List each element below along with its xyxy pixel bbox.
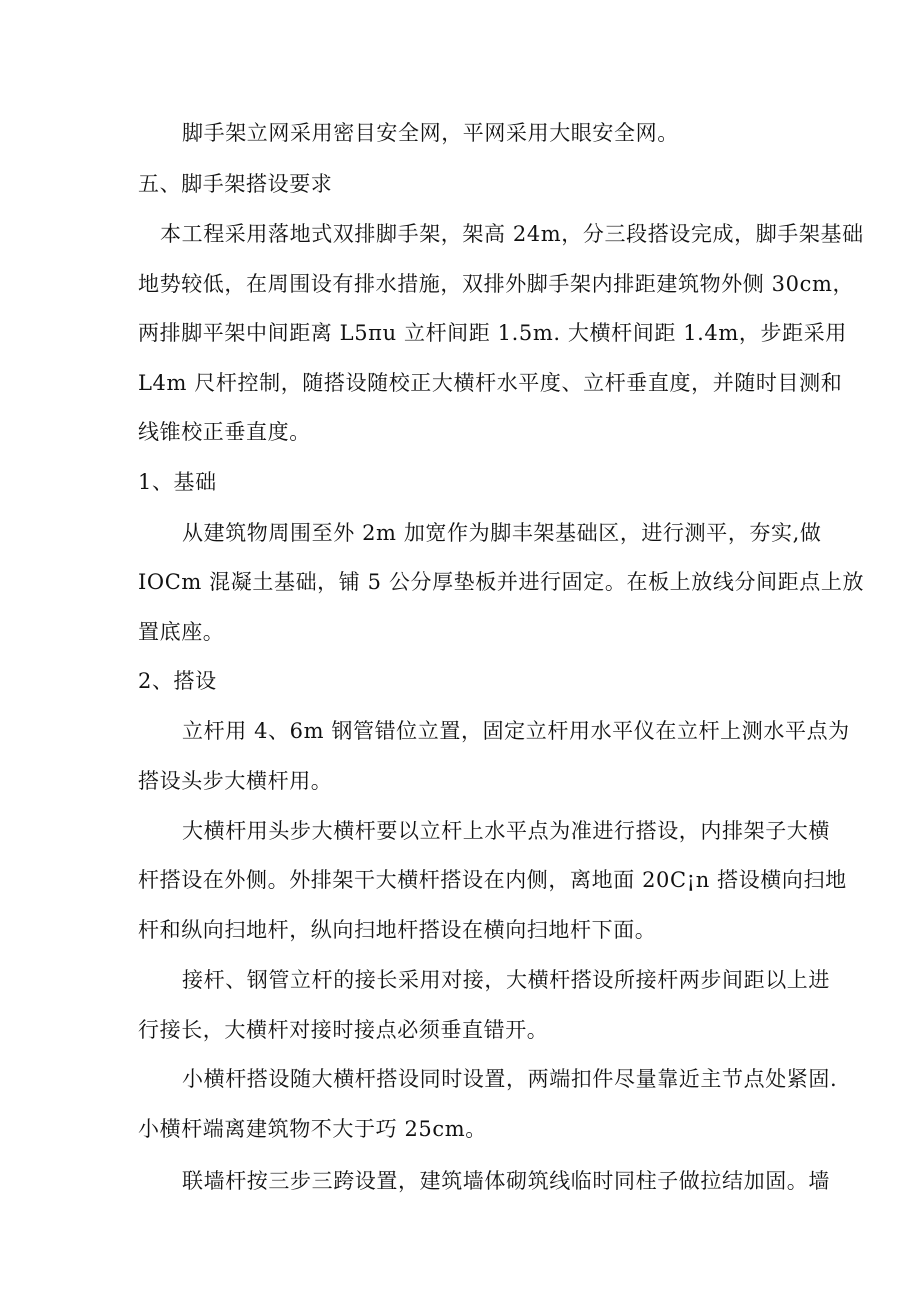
paragraph-line: 两排脚平架中间距离 L5πu 立杆间距 1.5m. 大横杆间距 1.4m，步距采用: [138, 321, 847, 345]
subsection-heading: 2、搭设: [138, 669, 217, 693]
paragraph-line: 立杆用 4、6m 钢管错位立置，固定立杆用水平仪在立杆上测水平点为: [182, 719, 850, 743]
section-heading: 五、脚手架搭设要求: [138, 172, 333, 196]
paragraph-line: 脚手架立网采用密目安全网，平网采用大眼安全网。: [182, 121, 679, 145]
paragraph-line: 杆和纵向扫地杆，纵向扫地杆搭设在横向扫地杆下面。: [138, 918, 657, 942]
paragraph-line: 搭设头步大横杆用。: [138, 769, 333, 793]
paragraph-line: 小横杆搭设随大横杆搭设同时设置，两端扣件尽量靠近主节点处紧固.: [182, 1067, 838, 1091]
paragraph-line: 置底座。: [138, 620, 225, 644]
paragraph-line: L4m 尺杆控制，随搭设随校正大横杆水平度、立杆垂直度，并随时目测和: [138, 371, 843, 395]
paragraph-line: IOCm 混凝土基础，铺 5 公分厚垫板并进行固定。在板上放线分间距点上放: [138, 570, 865, 594]
paragraph-line: 本工程采用落地式双排脚手架，架高 24m，分三段搭设完成，脚手架基础: [160, 222, 864, 246]
paragraph-line: 接杆、钢管立杆的接长采用对接，大横杆搭设所接杆两步间距以上进: [182, 968, 830, 992]
paragraph-line: 杆搭设在外侧。外排架干大横杆搭设在内侧，离地面 20C¡n 搭设横向扫地: [138, 868, 847, 892]
paragraph-line: 行接长，大横杆对接时接点必须垂直错开。: [138, 1018, 549, 1042]
paragraph-line: 联墙杆按三步三跨设置，建筑墙体砌筑线临时同柱子做拉结加固。墙: [182, 1169, 830, 1193]
paragraph-line: 大横杆用头步大横杆要以立杆上水平点为准进行搭设，内排架子大横: [182, 819, 830, 843]
paragraph-line: 地势较低，在周围设有排水措施，双排外脚手架内排距建筑物外侧 30cm，: [138, 272, 855, 296]
paragraph-line: 从建筑物周围至外 2m 加宽作为脚丰架基础区，进行测平，夯实,做: [182, 521, 822, 545]
paragraph-line: 小横杆端离建筑物不大于巧 25cm。: [138, 1117, 487, 1141]
paragraph-line: 线锥校正垂直度。: [138, 420, 311, 444]
subsection-heading: 1、基础: [138, 470, 217, 494]
